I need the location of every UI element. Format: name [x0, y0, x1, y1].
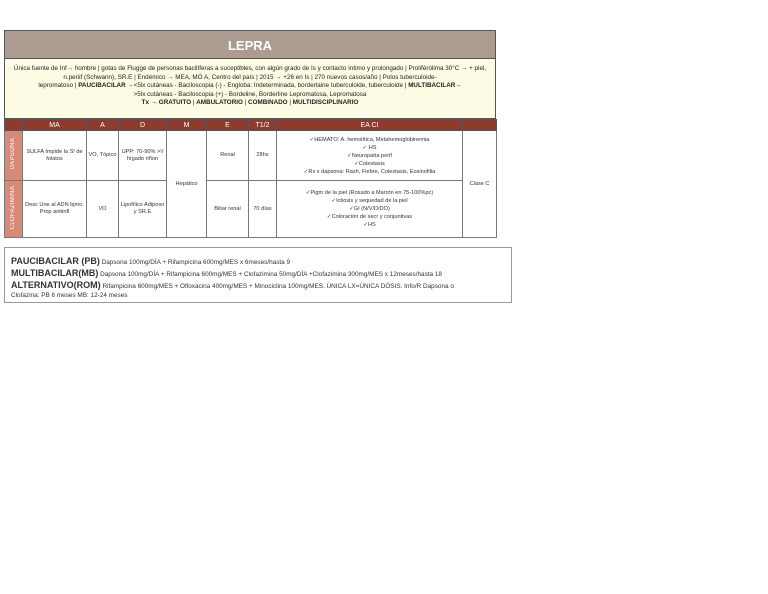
header-e: E — [207, 120, 249, 131]
description-line-1: Única fuente de Inf→ hombre | gotas de Flugge de personas bacilíferas a suceptibles, con algún grado de Is y contacto íntimo y prolongado | Proliférólima 30°C → + piel, n.periif (Schwann), SR.E | Endémico → MEA, MÓ A, Centro del país | 2015 → +26 en Is | 270 nuevos casos/año | Polos tuberculoide- — [13, 65, 487, 81]
multibacilar-term: MULTIBACILAR→ — [408, 82, 462, 89]
cell-ea — [277, 181, 463, 238]
ea-item: ✓Colestasis — [354, 160, 385, 167]
ea-item: ✓Pigm de la piel (Rosado a Marrón en 75-100%pc) — [305, 190, 434, 196]
header-d: D — [119, 120, 167, 131]
cell-e: Renal — [207, 131, 249, 181]
description-line-4 — [7, 99, 493, 108]
drug-table — [4, 119, 497, 238]
ea-item: ✓Rx x dapsona: Rash, Fiebre, Colestasis, Eosinofilia — [303, 168, 436, 175]
cell-a: VO, Tópico — [87, 131, 119, 181]
table-header-row — [5, 120, 497, 131]
cell-a: VO — [87, 181, 119, 238]
cell-d: UPP: 70-90% >!/ hígado riñon — [119, 131, 167, 181]
page-title: LEPRA — [4, 30, 496, 59]
header-t12: T1/2 — [249, 120, 277, 131]
cell-t12: 70 días — [249, 181, 277, 238]
ea-item: ✓Neuropatía perif — [347, 152, 392, 159]
ea-item: ✓HS — [363, 222, 376, 228]
separator: | — [192, 99, 195, 106]
pb-label: PAUCIBACILAR (PB) — [11, 256, 100, 266]
tx-gratuito: GRATUITO — [158, 99, 192, 106]
paucibacilar-term: PAUCIBACILAR — [78, 82, 126, 89]
cell-ma: Desc Une al ADN bjmo. Prop antiinfl — [23, 181, 87, 238]
drug-name-clofazimina: CLOFAZIMINA — [5, 181, 23, 238]
description-line-3: >5lx cutáneas - Baciloscopia (+) - Bordeline, Borderline Lepromatosa, Lepromatosa — [133, 90, 367, 98]
cell-ma: SULFA Impide la S! de folatos — [23, 131, 87, 181]
drug-name-dapsona: DAPSONA — [5, 131, 23, 181]
header-ea-ci: EA CI — [277, 120, 463, 131]
separator: | — [289, 99, 291, 106]
table-row — [5, 181, 497, 238]
ea-item: ✓ HS — [362, 144, 377, 151]
description-box — [4, 59, 496, 119]
cell-ea — [277, 131, 463, 181]
mb-label: MULTIBACILAR(MB) — [11, 268, 99, 278]
cell-t12: 28hs — [249, 131, 277, 181]
dosing-mb — [11, 268, 505, 280]
desc-text: →<5lx cutáneas - Baciloscopia (-) - Engloba: Indeterminada, borderlaine tuberculoide, tuberculoide | — [127, 82, 407, 89]
header-a: A — [87, 120, 119, 131]
dosing-pb — [11, 256, 505, 268]
pb-text: Dapsona 100mg/DÍA + Rifampicina 600mg/MES x 6meses/hasta 9 — [101, 259, 291, 266]
cell-e: Biliar renal — [207, 181, 249, 238]
cell-d: Lipofílico Adiposo y SR.E — [119, 181, 167, 238]
header-m: M — [167, 120, 207, 131]
ea-item: ✓HEMATO: A. hemolítica, Metahemoglobinemia — [309, 136, 430, 143]
tx-multidisciplinario: MULTIDISCIPLINARIO — [292, 99, 359, 106]
ea-item: ✓Ictiosis y sequedad de la piel — [331, 198, 408, 204]
dosing-tail: Clofazina: PB 6 meses MB: 12-24 meses — [11, 292, 128, 299]
dosing-box — [4, 247, 512, 303]
header-blank — [5, 120, 23, 131]
dosing-alt — [11, 280, 505, 292]
mb-text: Dapsona 100mg/DÍA + Rifampicina 600mg/MES + Clofazimina 50mg/DÍA +Clofazimina 300mg/MES x 12meses/hasta 18 — [100, 271, 442, 278]
header-ma: MA — [23, 120, 87, 131]
alt-label: ALTERNATIVO(ROM) — [11, 280, 101, 290]
header-ci — [463, 120, 497, 131]
ea-item: ✓Coloración de secr y conjuntivas — [326, 214, 413, 220]
ea-item: ✓GI (N/V/D/DO) — [349, 206, 390, 212]
cell-m-shared: Hepático — [167, 131, 207, 238]
desc-text: lepromatoso | — [38, 82, 77, 89]
tx-combinado: COMBINADO — [248, 99, 288, 106]
cell-ci-shared: Clase C — [463, 131, 497, 238]
tx-ambulatorio: AMBULATORIO — [196, 99, 243, 106]
alt-text: Rifampicina 600mg/MES + Ofloxacina 400mg/MES + Minociclina 100mg/MES. ÚNICA LX=ÚNICA DÓSIS. Info/R Dapsona o — [102, 283, 454, 290]
table-row — [5, 131, 497, 181]
separator: | — [244, 99, 247, 106]
description-line-2 — [7, 82, 493, 91]
tx-label: Tx → — [141, 99, 158, 106]
